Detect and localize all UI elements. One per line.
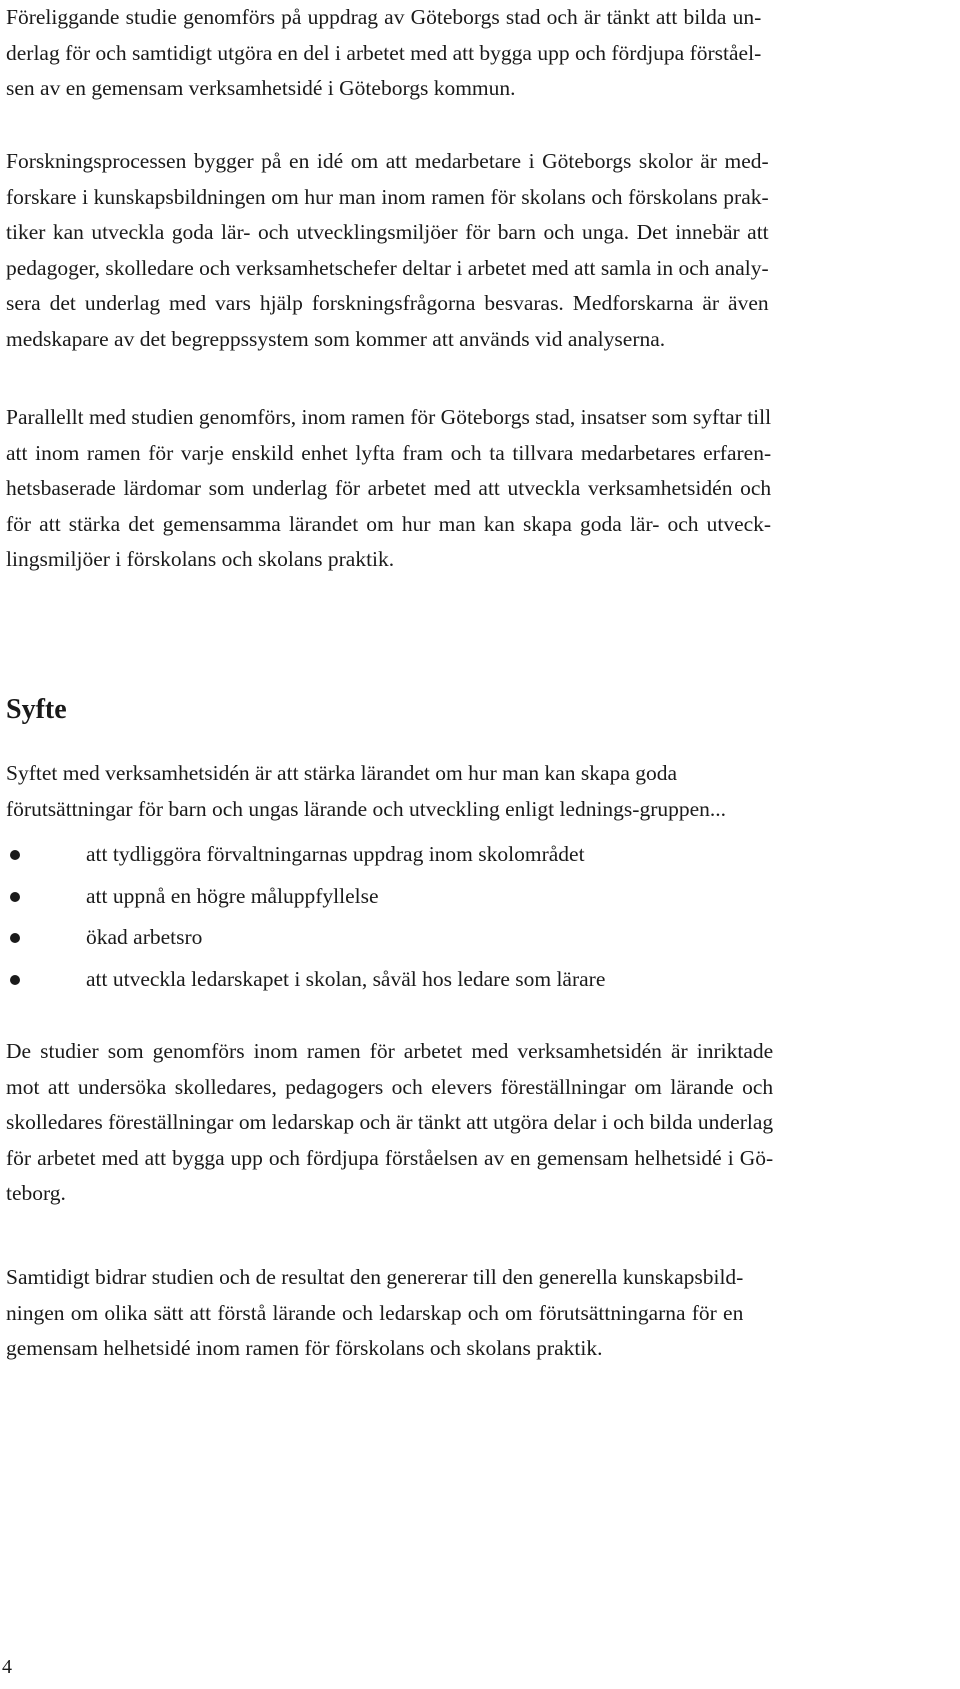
parallel-line: hetsbaserade lärdomar som underlag för arbetet med att utveckla verksamhetsidén och xyxy=(6,476,772,500)
studies-line: teborg. xyxy=(6,1181,66,1205)
list-item xyxy=(6,876,605,918)
syfte-bullet-list xyxy=(6,834,605,1000)
process-line: forskare i kunskapsbildningen om hur man inom ramen för skolans och förskolans prak- xyxy=(6,184,769,209)
bullet-icon xyxy=(10,892,20,902)
bullet-icon xyxy=(10,850,20,860)
list-item xyxy=(6,917,605,959)
list-item xyxy=(6,834,605,876)
process-line: tiker kan utveckla goda lär- och utvecklingsmiljöer för barn och unga. Det innebär att xyxy=(6,220,769,244)
list-item-text: ökad arbetsro xyxy=(86,925,203,949)
list-item xyxy=(6,959,605,1001)
studies-paragraph xyxy=(6,1034,773,1212)
process-line: Forskningsprocessen bygger på en idé om att medarbetare i Göteborgs skolor är med- xyxy=(6,149,769,173)
parallel-line: lingsmiljöer i förskolans och skolans praktik. xyxy=(6,547,395,571)
syfte-paragraph xyxy=(6,756,726,827)
contribution-line: Samtidigt bidrar studien och de resultat den genererar till den generella kunskapsbild- xyxy=(6,1265,744,1289)
syfte-line: förutsättningar för barn och ungas lärande och utveckling enligt lednings-gruppen... xyxy=(6,796,727,821)
studies-line: skolledares föreställningar om ledarskap och är tänkt att utgöra delar i och bilda underlag xyxy=(6,1110,774,1134)
process-paragraph xyxy=(6,144,769,357)
list-item-text: att utveckla ledarskapet i skolan, såväl hos ledare som lärare xyxy=(86,966,606,991)
syfte-line: Syftet med verksamhetsidén är att stärka lärandet om hur man kan skapa goda xyxy=(6,761,678,785)
studies-line: för arbetet med att bygga upp och fördjupa förståelsen av en gemensam helhetsidé i Gö- xyxy=(6,1145,774,1170)
process-line: medskapare av det begreppssystem som kommer att används vid analyserna. xyxy=(6,326,666,351)
list-item-text: att tydliggöra förvaltningarnas uppdrag inom skolområdet xyxy=(86,842,585,866)
contribution-line: ningen om olika sätt att förstå lärande och ledarskap och om förutsättningarna för en xyxy=(6,1300,744,1325)
intro-line: sen av en gemensam verksamhetsidé i Göteborgs kommun. xyxy=(6,76,516,100)
parallel-line: att inom ramen för varje enskild enhet lyfta fram och ta tillvara medarbetares erfaren- xyxy=(6,440,772,465)
process-line: sera det underlag med vars hjälp forskningsfrågorna besvaras. Medforskarna är även xyxy=(6,291,769,315)
page-number: 4 xyxy=(2,1656,12,1678)
bullet-icon xyxy=(10,975,20,985)
intro-line: Föreliggande studie genomförs på uppdrag av Göteborgs stad och är tänkt att bilda un- xyxy=(6,5,762,29)
bullet-icon xyxy=(10,933,20,943)
studies-line: De studier som genomförs inom ramen för arbetet med verksamhetsidén är inriktade xyxy=(6,1039,774,1063)
process-line: pedagoger, skolledare och verksamhetschefer deltar i arbetet med att samla in och analy- xyxy=(6,255,769,280)
intro-paragraph xyxy=(6,0,761,107)
intro-line: derlag för och samtidigt utgöra en del i arbetet med att bygga upp och fördjupa förståel- xyxy=(6,40,762,65)
studies-line: mot att undersöka skolledares, pedagogers och elevers föreställningar om lärande och xyxy=(6,1074,774,1099)
contribution-line: gemensam helhetsidé inom ramen för förskolans och skolans praktik. xyxy=(6,1336,603,1360)
parallel-line: för att stärka det gemensamma lärandet om hur man kan skapa goda lär- och utveck- xyxy=(6,511,772,536)
parallel-line: Parallellt med studien genomförs, inom ramen för Göteborgs stad, insatser som syftar till xyxy=(6,405,772,429)
section-heading-syfte: Syfte xyxy=(6,694,67,725)
parallel-paragraph xyxy=(6,400,771,578)
list-item-text: att uppnå en högre måluppfyllelse xyxy=(86,883,379,908)
contribution-paragraph xyxy=(6,1260,743,1367)
